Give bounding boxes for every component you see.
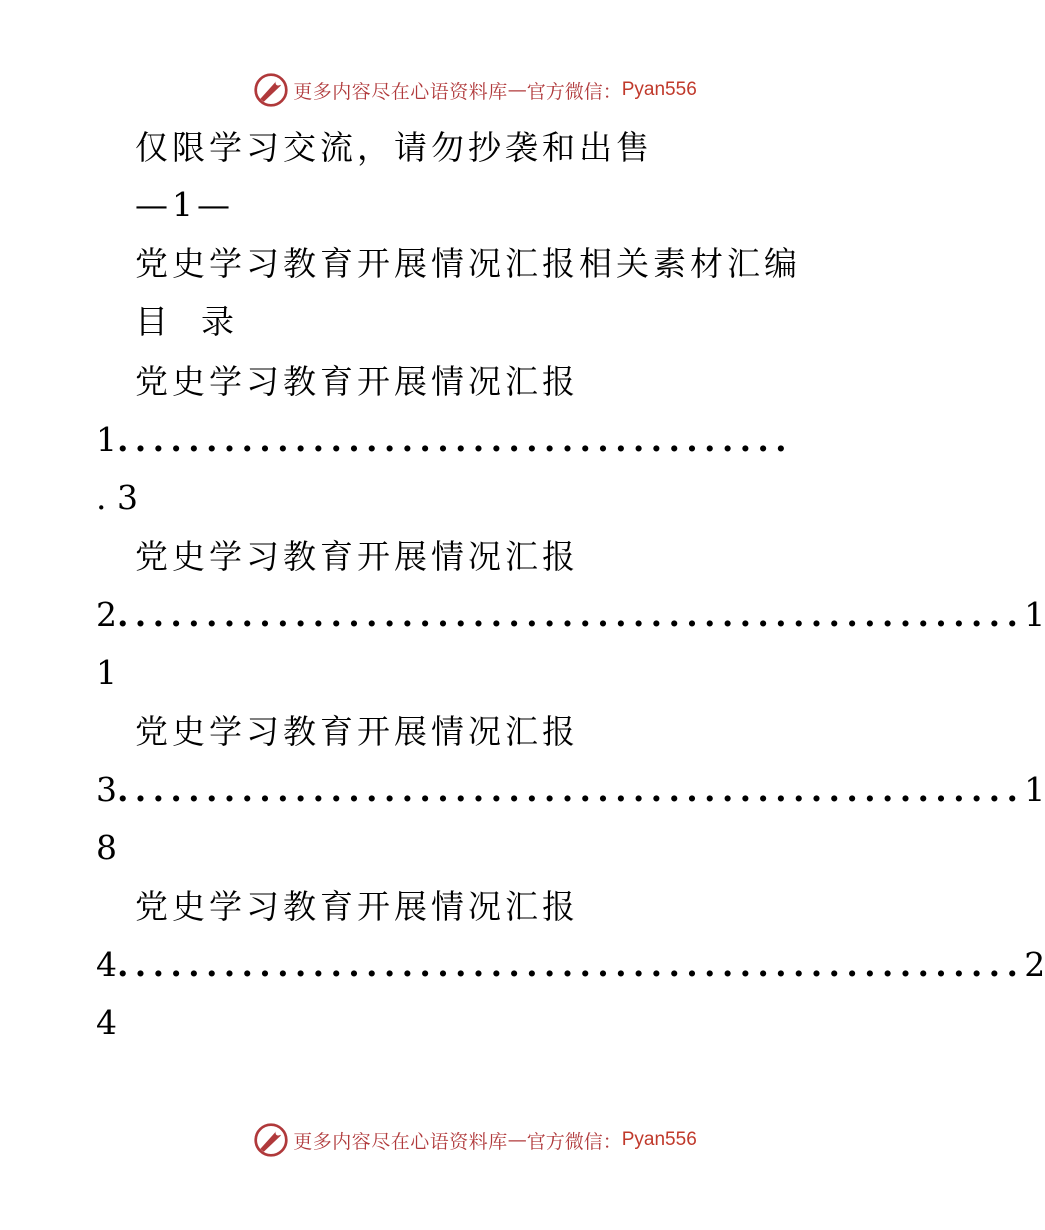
banner-wechat-label: 官方微信： [526, 1130, 622, 1153]
toc-entry-row [96, 945, 1045, 985]
toc-leader-dots: ................................................... [117, 595, 1025, 634]
toc-entry-number: 3 [96, 770, 117, 809]
header-banner [0, 68, 950, 112]
toc-page-continuation: . 3 [96, 478, 138, 517]
toc-page-continuation: 8 [96, 828, 117, 867]
toc-leader-dots: ................................................... [117, 945, 1025, 984]
banner-wechat-id: Pyan556 [621, 1129, 697, 1150]
toc-page-number: 1 [1024, 595, 1045, 634]
banner-main-text: 更多内容尽在心语资料库 [293, 1130, 508, 1153]
toc-entry-title: 党史学习教育开展情况汇报 [135, 887, 579, 926]
toc-heading: 目 录 [135, 302, 238, 341]
usage-notice: 仅限学习交流，请勿抄袭和出售 [135, 128, 653, 167]
toc-page-continuation: 4 [96, 1003, 117, 1042]
toc-entry-row [96, 770, 1045, 810]
toc-entry-number: 1 [96, 420, 117, 459]
pen-logo-icon [253, 72, 289, 108]
banner-separator: — [507, 79, 527, 101]
toc-entry-title: 党史学习教育开展情况汇报 [135, 362, 579, 401]
toc-entry-title: 党史学习教育开展情况汇报 [135, 712, 579, 751]
toc-leader-dots: ................................................... [117, 770, 1025, 809]
toc-entry-number: 2 [96, 595, 117, 634]
toc-page-continuation: 1 [96, 653, 117, 692]
toc-entry-title: 党史学习教育开展情况汇报 [135, 537, 579, 576]
toc-entry-row [96, 595, 1045, 635]
toc-page-number: 1 [1024, 770, 1045, 809]
banner-separator: — [507, 1129, 527, 1151]
footer-banner [0, 1118, 950, 1162]
banner-main-text: 更多内容尽在心语资料库 [293, 80, 508, 103]
banner-wechat-id: Pyan556 [621, 79, 697, 100]
toc-entry-number: 4 [96, 945, 117, 984]
document-title: 党史学习教育开展情况汇报相关素材汇编 [135, 244, 801, 283]
toc-leader-dots: ...................................... [117, 420, 793, 459]
toc-entry-row [96, 420, 846, 460]
banner-wechat-label: 官方微信： [526, 80, 622, 103]
page-marker: —1— [135, 185, 234, 224]
toc-page-number: 2 [1024, 945, 1045, 984]
pen-logo-icon [253, 1122, 289, 1158]
